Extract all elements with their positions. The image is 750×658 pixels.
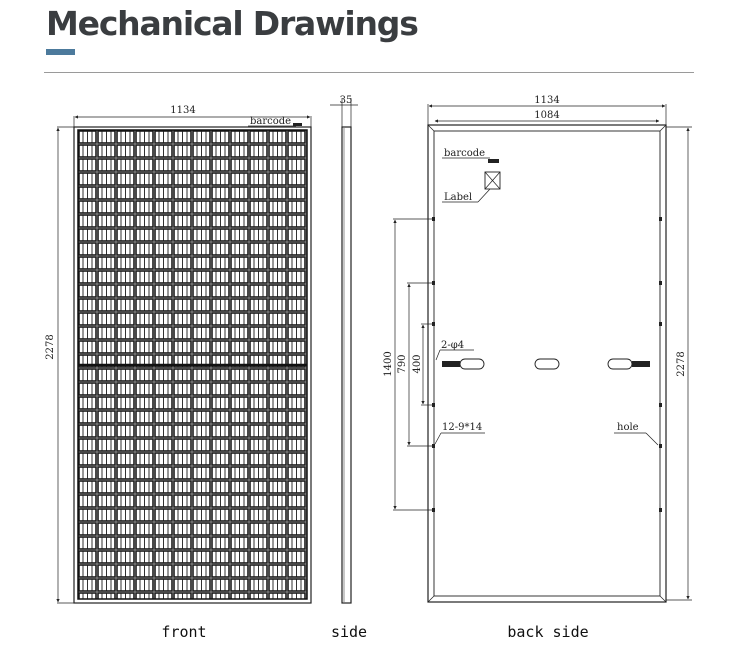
side-frame [342, 127, 351, 603]
mount-hole-label: 12-9*14 [442, 422, 483, 433]
hole-spacing-400-label: 400 [412, 354, 423, 374]
back-label-text: Label [444, 192, 473, 203]
hole-spacing-790-label: 790 [397, 354, 408, 374]
back-height-label: 2278 [676, 351, 687, 377]
side-view [330, 95, 367, 641]
hole-spacing-1400-label: 1400 [383, 351, 394, 377]
back-barcode-mark [488, 159, 499, 163]
center-junction-box [535, 359, 559, 369]
front-width-label: 1134 [170, 105, 196, 116]
side-thickness-label: 35 [339, 95, 353, 106]
back-view [383, 95, 692, 641]
front-height-label: 2278 [45, 334, 56, 360]
front-caption: front [161, 623, 207, 641]
front-view [45, 105, 311, 641]
hole-label: hole [617, 422, 639, 433]
back-barcode-label: barcode [444, 148, 486, 159]
ground-hole-label: 2-φ4 [441, 340, 465, 351]
front-barcode-label: barcode [250, 116, 292, 127]
side-caption: side [330, 623, 368, 641]
back-inner-width-label: 1084 [534, 110, 560, 121]
front-barcode-mark [293, 123, 302, 126]
back-caption: back side [507, 623, 589, 641]
back-width-label: 1134 [534, 95, 560, 106]
page-title: Mechanical Drawings [46, 4, 418, 43]
